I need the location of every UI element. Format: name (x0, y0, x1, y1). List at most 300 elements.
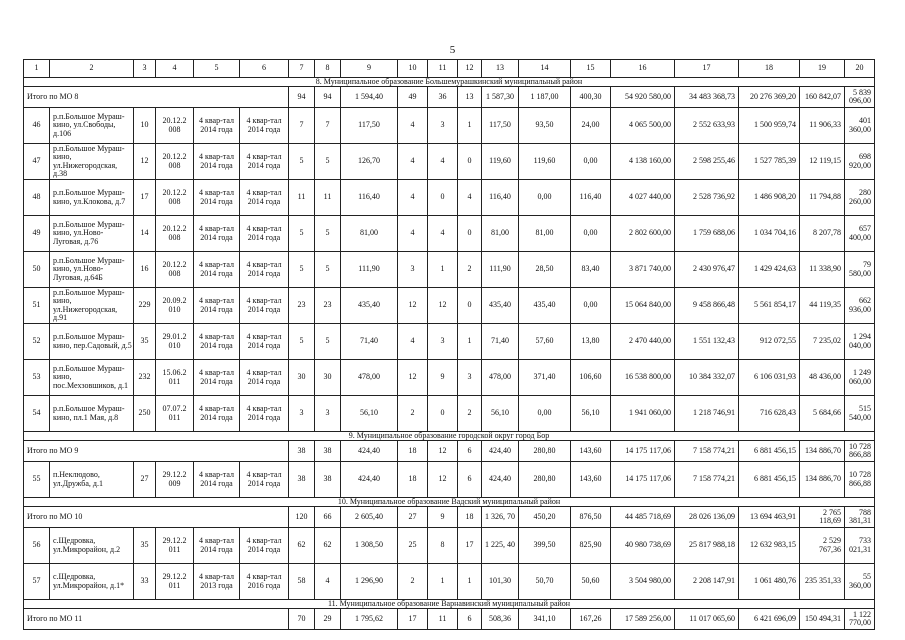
table-cell: 126,70 (341, 144, 398, 180)
address-cell: р.п.Большое Мураш-кино, ул.Ново-Луговая, д.76 (50, 216, 134, 252)
table-cell: 12 632 983,15 (739, 528, 800, 564)
table-cell: 28,50 (519, 252, 571, 288)
section-title: 8. Муниципальное образование Большемурашкинский муниципальный район (24, 78, 875, 87)
total-cell: 20 276 369,20 (739, 87, 800, 108)
total-cell: 66 (315, 507, 341, 528)
total-cell: 36 (428, 87, 458, 108)
total-cell: 1 795,62 (341, 609, 398, 630)
total-cell: 508,36 (482, 609, 519, 630)
total-cell: 9 (428, 507, 458, 528)
table-cell: 12 (428, 462, 458, 498)
table-cell: 5 (315, 144, 341, 180)
table-cell: 1 (458, 564, 482, 600)
table-cell: 4 (428, 144, 458, 180)
column-number: 2 (50, 60, 134, 78)
table-cell: 15 064 840,00 (611, 288, 675, 324)
total-cell: 10 728 866,88 (845, 441, 875, 462)
total-label: Итого по МО 8 (24, 87, 289, 108)
table-cell: 0 (458, 288, 482, 324)
table-row (24, 396, 875, 432)
table-cell: 12 (134, 144, 156, 180)
address-cell: р.п.Большое Мураш-кино, пер.Садовый, д.5 (50, 324, 134, 360)
table-row (24, 252, 875, 288)
total-cell: 38 (289, 441, 315, 462)
table-cell: 4 квар-тал 2014 года (240, 462, 289, 498)
table-cell: 2 (398, 396, 428, 432)
table-cell: 24,00 (571, 108, 611, 144)
table-cell: 1 061 480,76 (739, 564, 800, 600)
table-cell: 250 (134, 396, 156, 432)
table-cell: 25 817 988,18 (675, 528, 739, 564)
table-cell: 4 027 440,00 (611, 180, 675, 216)
table-cell: 7 (315, 108, 341, 144)
table-cell: 2 (458, 396, 482, 432)
table-cell: 4 квар-тал 2014 года (194, 144, 240, 180)
table-cell: 18 (398, 462, 428, 498)
table-cell: 3 504 980,00 (611, 564, 675, 600)
table-cell: 1 941 060,00 (611, 396, 675, 432)
table-cell: 2 470 440,00 (611, 324, 675, 360)
table-row (24, 462, 875, 498)
table-cell: 4 квар-тал 2014 года (240, 528, 289, 564)
table-cell: 11 338,90 (800, 252, 845, 288)
table-cell: 7 158 774,21 (675, 462, 739, 498)
column-number: 13 (482, 60, 519, 78)
total-cell: 13 (458, 87, 482, 108)
column-number: 17 (675, 60, 739, 78)
total-cell: 49 (398, 87, 428, 108)
total-label: Итого по МО 10 (24, 507, 289, 528)
table-cell: 435,40 (519, 288, 571, 324)
total-cell: 1 326, 70 (482, 507, 519, 528)
column-number: 4 (156, 60, 194, 78)
table-cell: 48 (24, 180, 50, 216)
table-cell: 9 458 866,48 (675, 288, 739, 324)
table-cell: 3 (315, 396, 341, 432)
table-cell: 11 (289, 180, 315, 216)
table-cell: 5 (315, 252, 341, 288)
table-cell: 20.12.2 008 (156, 108, 194, 144)
total-cell: 1 122 770,00 (845, 609, 875, 630)
table-cell: 1 249 060,00 (845, 360, 875, 396)
table-cell: 8 207,78 (800, 216, 845, 252)
column-number: 20 (845, 60, 875, 78)
table-cell: 4 квар-тал 2014 года (194, 180, 240, 216)
column-number: 9 (341, 60, 398, 78)
total-cell: 7 158 774,21 (675, 441, 739, 462)
table-cell: 81,00 (341, 216, 398, 252)
table-cell: 3 (398, 252, 428, 288)
table-cell: 119,60 (482, 144, 519, 180)
column-number: 12 (458, 60, 482, 78)
table-cell: 23 (289, 288, 315, 324)
table-cell: 424,40 (341, 462, 398, 498)
column-number: 19 (800, 60, 845, 78)
header-row (24, 60, 875, 78)
table-cell: 4 квар-тал 2014 года (194, 108, 240, 144)
table-cell: 143,60 (571, 462, 611, 498)
table-cell: 2 208 147,91 (675, 564, 739, 600)
table-cell: 4 квар-тал 2014 года (240, 180, 289, 216)
table-cell: 716 628,43 (739, 396, 800, 432)
table-cell: 81,00 (482, 216, 519, 252)
total-cell: 17 (398, 609, 428, 630)
register-table (23, 59, 875, 630)
table-cell: 116,40 (482, 180, 519, 216)
address-cell: р.п.Большое Мураш-кино, ул.Нижегородская, д.38 (50, 144, 134, 180)
table-cell: 11 (315, 180, 341, 216)
table-cell: 56 (24, 528, 50, 564)
total-cell: 167,26 (571, 609, 611, 630)
total-cell: 29 (315, 609, 341, 630)
table-cell: 5 (289, 252, 315, 288)
table-cell: 52 (24, 324, 50, 360)
table-cell: 2 529 767,36 (800, 528, 845, 564)
table-cell: 6 (458, 462, 482, 498)
table-cell: 0,00 (571, 144, 611, 180)
total-cell: 160 842,07 (800, 87, 845, 108)
table-cell: 29.12.2 011 (156, 564, 194, 600)
address-cell: р.п.Большое Мураш-кино, пл.1 Мая, д.8 (50, 396, 134, 432)
table-cell: 10 (134, 108, 156, 144)
table-cell: 81,00 (519, 216, 571, 252)
table-cell: 29.12.2 009 (156, 462, 194, 498)
table-cell: 4 (458, 180, 482, 216)
table-row (24, 288, 875, 324)
table-cell: 29.12.2 011 (156, 528, 194, 564)
section-title: 10. Муниципальное образование Вадский муниципальный район (24, 498, 875, 507)
column-number: 10 (398, 60, 428, 78)
total-row (24, 609, 875, 630)
table-cell: 3 (289, 396, 315, 432)
table-cell: 1 034 704,16 (739, 216, 800, 252)
table-cell: 4 квар-тал 2014 года (240, 288, 289, 324)
address-cell: р.п.Большое Мураш-кино, ул.Ново-Луговая, д.64Б (50, 252, 134, 288)
table-cell: 50,60 (571, 564, 611, 600)
column-number: 16 (611, 60, 675, 78)
table-cell: 27 (134, 462, 156, 498)
table-cell: 1 (458, 324, 482, 360)
table-cell: 4 065 500,00 (611, 108, 675, 144)
table-cell: 12 (398, 288, 428, 324)
table-cell: 4 138 160,00 (611, 144, 675, 180)
column-number: 18 (739, 60, 800, 78)
table-cell: 07.07.2 011 (156, 396, 194, 432)
section-title-row (24, 498, 875, 507)
table-cell: 4 квар-тал 2014 года (194, 396, 240, 432)
table-cell: 57,60 (519, 324, 571, 360)
table-cell: 56,10 (571, 396, 611, 432)
table-cell: 4 квар-тал 2014 года (194, 288, 240, 324)
table-cell: 119,60 (519, 144, 571, 180)
table-cell: 35 (134, 528, 156, 564)
total-cell: 18 (458, 507, 482, 528)
table-cell: 2 430 976,47 (675, 252, 739, 288)
total-cell: 134 886,70 (800, 441, 845, 462)
table-cell: 0 (428, 180, 458, 216)
table-cell: 1 551 132,43 (675, 324, 739, 360)
table-cell: 435,40 (341, 288, 398, 324)
table-cell: 825,90 (571, 528, 611, 564)
column-number: 1 (24, 60, 50, 78)
total-cell: 14 175 117,06 (611, 441, 675, 462)
table-cell: 9 (428, 360, 458, 396)
table-cell: 116,40 (341, 180, 398, 216)
total-cell: 6 (458, 441, 482, 462)
table-cell: 1 (428, 564, 458, 600)
table-cell: 4 квар-тал 2016 года (240, 564, 289, 600)
table-cell: 71,40 (482, 324, 519, 360)
table-cell: 4 квар-тал 2014 года (194, 528, 240, 564)
column-number: 7 (289, 60, 315, 78)
table-cell: 1 500 959,74 (739, 108, 800, 144)
table-cell: 3 (428, 108, 458, 144)
table-cell: 13,80 (571, 324, 611, 360)
address-cell: п.Неклюдово, ул.Дружба, д.1 (50, 462, 134, 498)
table-cell: 3 871 740,00 (611, 252, 675, 288)
table-cell: 0,00 (571, 288, 611, 324)
table-cell: 10 384 332,07 (675, 360, 739, 396)
table-cell: 50,70 (519, 564, 571, 600)
table-row (24, 360, 875, 396)
table-cell: 7 (289, 108, 315, 144)
table-cell: 38 (315, 462, 341, 498)
table-cell: 5 (289, 144, 315, 180)
table-cell: 10 728 866,88 (845, 462, 875, 498)
table-cell: 0,00 (519, 396, 571, 432)
table-cell: 50 (24, 252, 50, 288)
table-cell: 35 (134, 324, 156, 360)
table-row (24, 108, 875, 144)
total-cell: 12 (428, 441, 458, 462)
table-cell: 38 (289, 462, 315, 498)
column-number: 8 (315, 60, 341, 78)
table-cell: 117,50 (482, 108, 519, 144)
table-cell: 733 021,31 (845, 528, 875, 564)
table-cell: 657 400,00 (845, 216, 875, 252)
total-cell: 34 483 368,73 (675, 87, 739, 108)
table-cell: 4 (398, 108, 428, 144)
table-row (24, 144, 875, 180)
table-cell: 117,50 (341, 108, 398, 144)
table-cell: 4 квар-тал 2014 года (240, 252, 289, 288)
section-title: 9. Муниципальное образование городской округ город Бор (24, 432, 875, 441)
table-cell: 515 540,00 (845, 396, 875, 432)
table-cell: 29.01.2 010 (156, 324, 194, 360)
table-cell: 16 (134, 252, 156, 288)
table-cell: 4 (398, 180, 428, 216)
table-cell: 1 308,50 (341, 528, 398, 564)
table-cell: 48 436,00 (800, 360, 845, 396)
total-cell: 70 (289, 609, 315, 630)
table-cell: 4 (398, 324, 428, 360)
address-cell: р.п.Большое Мураш-кино, ул.Клокова, д.7 (50, 180, 134, 216)
total-cell: 94 (289, 87, 315, 108)
table-cell: 0,00 (519, 180, 571, 216)
table-cell: 106,60 (571, 360, 611, 396)
table-cell: 93,50 (519, 108, 571, 144)
table-cell: 4 квар-тал 2014 года (240, 360, 289, 396)
table-cell: 4 квар-тал 2014 года (194, 462, 240, 498)
table-cell: 23 (315, 288, 341, 324)
total-cell: 38 (315, 441, 341, 462)
total-cell: 788 381,31 (845, 507, 875, 528)
table-cell: 14 175 117,06 (611, 462, 675, 498)
table-cell: 0 (458, 144, 482, 180)
table-cell: 116,40 (571, 180, 611, 216)
table-cell: 4 квар-тал 2014 года (240, 216, 289, 252)
table-cell: 12 (428, 288, 458, 324)
table-cell: 478,00 (482, 360, 519, 396)
table-row (24, 564, 875, 600)
table-cell: 2 802 600,00 (611, 216, 675, 252)
table-cell: 4 квар-тал 2014 года (194, 252, 240, 288)
total-cell: 11 017 065,60 (675, 609, 739, 630)
table-cell: 399,50 (519, 528, 571, 564)
table-cell: 17 (134, 180, 156, 216)
table-cell: 2 (398, 564, 428, 600)
total-cell: 27 (398, 507, 428, 528)
table-cell: 83,40 (571, 252, 611, 288)
table-cell: 4 (428, 216, 458, 252)
table-cell: 698 920,00 (845, 144, 875, 180)
table-cell: 20.09.2 010 (156, 288, 194, 324)
table-cell: 12 (398, 360, 428, 396)
total-cell: 44 485 718,69 (611, 507, 675, 528)
column-number: 6 (240, 60, 289, 78)
table-cell: 33 (134, 564, 156, 600)
table-cell: 56,10 (341, 396, 398, 432)
table-cell: 4 (398, 216, 428, 252)
total-cell: 18 (398, 441, 428, 462)
column-number: 11 (428, 60, 458, 78)
table-cell: 54 (24, 396, 50, 432)
table-cell: 30 (289, 360, 315, 396)
table-cell: 2 528 736,92 (675, 180, 739, 216)
table-cell: 71,40 (341, 324, 398, 360)
table-cell: 11 906,33 (800, 108, 845, 144)
table-cell: 1 527 785,39 (739, 144, 800, 180)
column-number: 5 (194, 60, 240, 78)
table-cell: 56,10 (482, 396, 519, 432)
table-cell: 4 квар-тал 2014 года (240, 144, 289, 180)
table-cell: 280 260,00 (845, 180, 875, 216)
address-cell: с.Щедровка, ул.Микрорайон, д.1* (50, 564, 134, 600)
total-cell: 1 587,30 (482, 87, 519, 108)
table-cell: 4 квар-тал 2013 года (194, 564, 240, 600)
table-cell: 424,40 (482, 462, 519, 498)
table-cell: 1 486 908,20 (739, 180, 800, 216)
total-cell: 13 694 463,91 (739, 507, 800, 528)
table-cell: 53 (24, 360, 50, 396)
table-cell: 229 (134, 288, 156, 324)
table-cell: 1 (428, 252, 458, 288)
total-label: Итого по МО 9 (24, 441, 289, 462)
table-cell: 134 886,70 (800, 462, 845, 498)
table-cell: 11 794,88 (800, 180, 845, 216)
table-cell: 79 580,00 (845, 252, 875, 288)
total-cell: 280,80 (519, 441, 571, 462)
table-cell: 3 (428, 324, 458, 360)
total-cell: 424,40 (341, 441, 398, 462)
table-cell: 57 (24, 564, 50, 600)
section-title-row (24, 600, 875, 609)
table-cell: 4 квар-тал 2014 года (194, 216, 240, 252)
table-cell: 47 (24, 144, 50, 180)
table-cell: 17 (458, 528, 482, 564)
total-cell: 876,50 (571, 507, 611, 528)
table-cell: 1 759 688,06 (675, 216, 739, 252)
total-cell: 2 605,40 (341, 507, 398, 528)
total-cell: 450,20 (519, 507, 571, 528)
table-cell: 5 (315, 324, 341, 360)
total-cell: 400,30 (571, 87, 611, 108)
address-cell: р.п.Большое Мураш-кино, ул.Нижегородская, д.91 (50, 288, 134, 324)
table-cell: 371,40 (519, 360, 571, 396)
table-cell: 8 (428, 528, 458, 564)
table-cell: 20.12.2 008 (156, 216, 194, 252)
total-cell: 6 421 696,09 (739, 609, 800, 630)
table-cell: 1 (458, 108, 482, 144)
total-cell: 341,10 (519, 609, 571, 630)
total-cell: 143,60 (571, 441, 611, 462)
table-cell: 4 (315, 564, 341, 600)
table-cell: 1 296,90 (341, 564, 398, 600)
table-cell: 235 351,33 (800, 564, 845, 600)
table-cell: 16 538 800,00 (611, 360, 675, 396)
total-cell: 424,40 (482, 441, 519, 462)
table-cell: 478,00 (341, 360, 398, 396)
total-cell: 1 594,40 (341, 87, 398, 108)
table-cell: 46 (24, 108, 50, 144)
table-row (24, 324, 875, 360)
table-cell: 4 квар-тал 2014 года (240, 324, 289, 360)
table-cell: 5 (315, 216, 341, 252)
total-cell: 150 494,31 (800, 609, 845, 630)
table-cell: 2 (458, 252, 482, 288)
table-cell: 44 119,35 (800, 288, 845, 324)
table-cell: 5 684,66 (800, 396, 845, 432)
table-cell: 1 225, 40 (482, 528, 519, 564)
table-cell: 4 квар-тал 2014 года (240, 396, 289, 432)
table-cell: 0,00 (571, 216, 611, 252)
table-cell: 51 (24, 288, 50, 324)
total-cell: 1 187,00 (519, 87, 571, 108)
total-cell: 94 (315, 87, 341, 108)
table-cell: 401 360,00 (845, 108, 875, 144)
address-cell: р.п.Большое Мураш-кино, ул.Свободы, д.106 (50, 108, 134, 144)
table-row (24, 528, 875, 564)
table-cell: 3 (458, 360, 482, 396)
table-cell: 912 072,55 (739, 324, 800, 360)
table-cell: 14 (134, 216, 156, 252)
table-cell: 4 квар-тал 2014 года (194, 324, 240, 360)
total-cell: 5 839 096,00 (845, 87, 875, 108)
table-cell: 111,90 (482, 252, 519, 288)
section-title-row (24, 432, 875, 441)
table-cell: 55 360,00 (845, 564, 875, 600)
total-cell: 54 920 580,00 (611, 87, 675, 108)
table-cell: 20.12.2 008 (156, 144, 194, 180)
table-cell: 2 598 255,46 (675, 144, 739, 180)
table-cell: 58 (289, 564, 315, 600)
table-cell: 5 561 854,17 (739, 288, 800, 324)
page-number: 5 (449, 44, 456, 56)
total-cell: 28 026 136,09 (675, 507, 739, 528)
table-row (24, 180, 875, 216)
table-cell: 5 (289, 324, 315, 360)
table-cell: 4 квар-тал 2014 года (194, 360, 240, 396)
